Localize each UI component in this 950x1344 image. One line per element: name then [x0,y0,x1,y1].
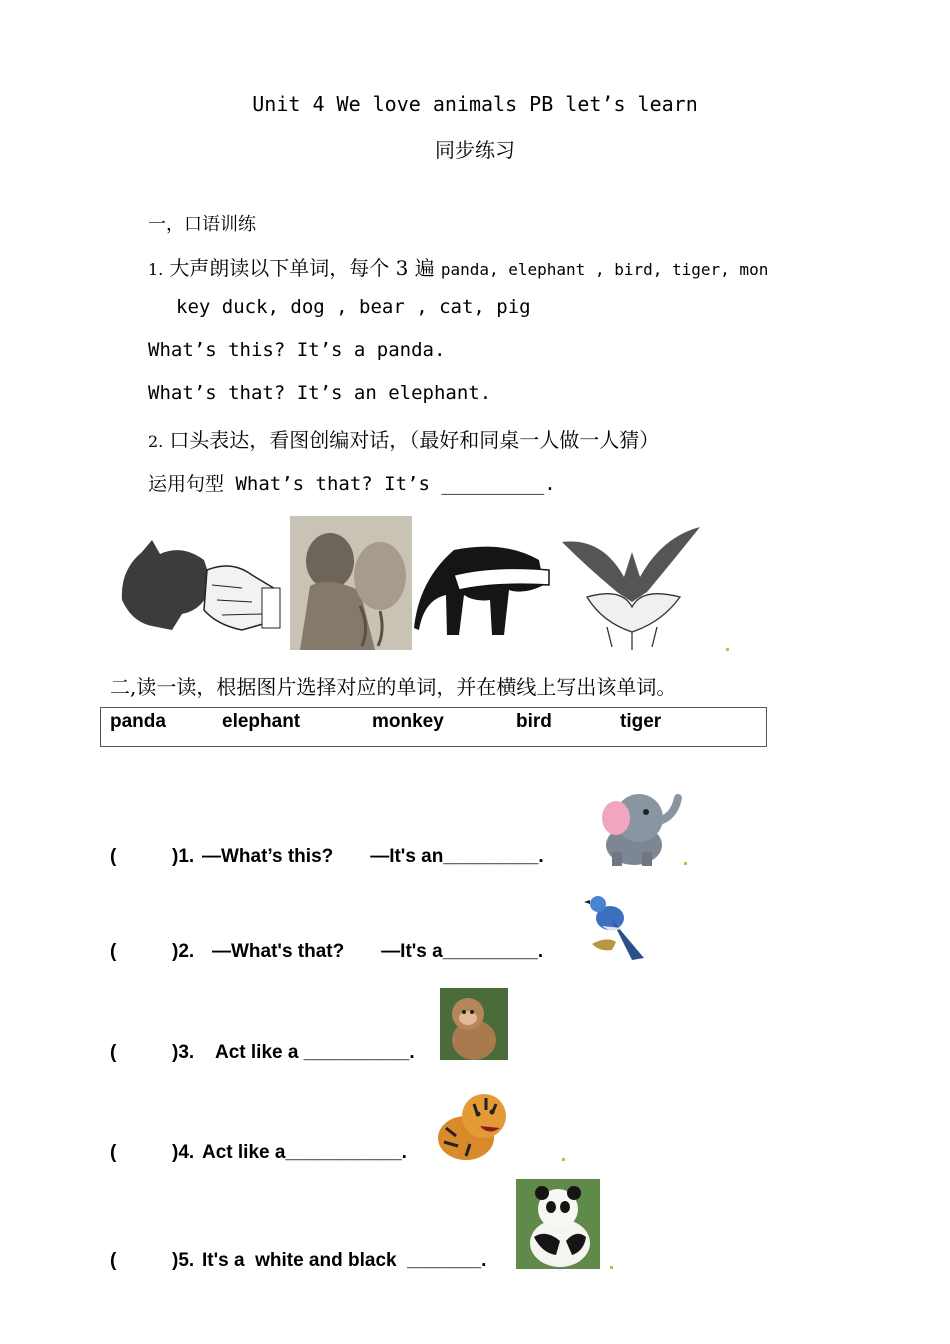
editor-mark [562,1158,565,1161]
bird-hand-shadow-image [562,522,702,650]
monkey-picture [440,988,508,1060]
page-title: Unit 4 We love animals PB let’s learn [252,92,698,116]
sentence-pattern: 运用句型 What’s that? It’s _________. [148,473,556,495]
question-3-paren: ( [110,1042,117,1063]
item2-number: 2. [148,432,164,451]
word-bank-bird: bird [516,711,552,732]
question-2-text: —What's that? —It's a_________. [212,941,544,962]
question-2-paren: ( [110,941,117,962]
item2-instruction: 口头表达，看图创编对话，（最好和同桌一人做一人猜） [169,428,660,452]
question-1-paren: ( [110,846,117,867]
item2-line [148,424,659,453]
word-bank-monkey: monkey [372,711,444,732]
question-5-paren: ( [110,1250,117,1271]
dog-hand-shadow-image [112,530,282,650]
elephant-picture [594,790,686,866]
panda-picture [516,1179,600,1269]
section1-heading: 一，口语训练 [148,214,256,235]
item1-instruction: 大声朗读以下单词，每个 3 遍 [169,256,435,280]
question-4-paren: ( [110,1142,117,1163]
word-bank-panda: panda [110,711,166,732]
word-list-line1: panda, elephant , bird, tiger, mon [440,260,769,279]
question-2-number: )2. [172,941,195,962]
monkey-hand-shadow-image [290,516,412,650]
dialog-line-1: What’s this? It’s a panda. [148,339,446,361]
editor-mark [726,648,729,651]
word-list-line2: key duck, dog , bear , cat, pig [176,296,531,318]
question-4-text: Act like a___________. [202,1142,407,1163]
dialog-line-2: What’s that? It’s an elephant. [148,382,492,404]
question-3-text: Act like a __________. [215,1042,415,1063]
question-5-number: )5. [172,1250,195,1271]
question-1-number: )1. [172,846,195,867]
question-3-number: )3. [172,1042,195,1063]
item1-line [148,252,768,281]
word-bank-elephant: elephant [222,711,301,732]
word-bank-tiger: tiger [620,711,662,732]
page-subtitle: 同步练习 [435,138,515,162]
bird-picture [582,886,648,962]
question-4-number: )4. [172,1142,195,1163]
editor-mark [610,1266,613,1269]
elephant-hand-shadow-image [414,540,554,650]
section2-heading: 二,读一读，根据图片选择对应的单词，并在横线上写出该单词。 [110,675,677,699]
question-1-text: —What’s this? —It's an_________. [202,846,544,867]
tiger-picture [436,1086,510,1162]
question-5-text: It's a white and black _______. [202,1250,487,1271]
editor-mark [684,862,687,865]
item1-number: 1. [148,260,164,279]
